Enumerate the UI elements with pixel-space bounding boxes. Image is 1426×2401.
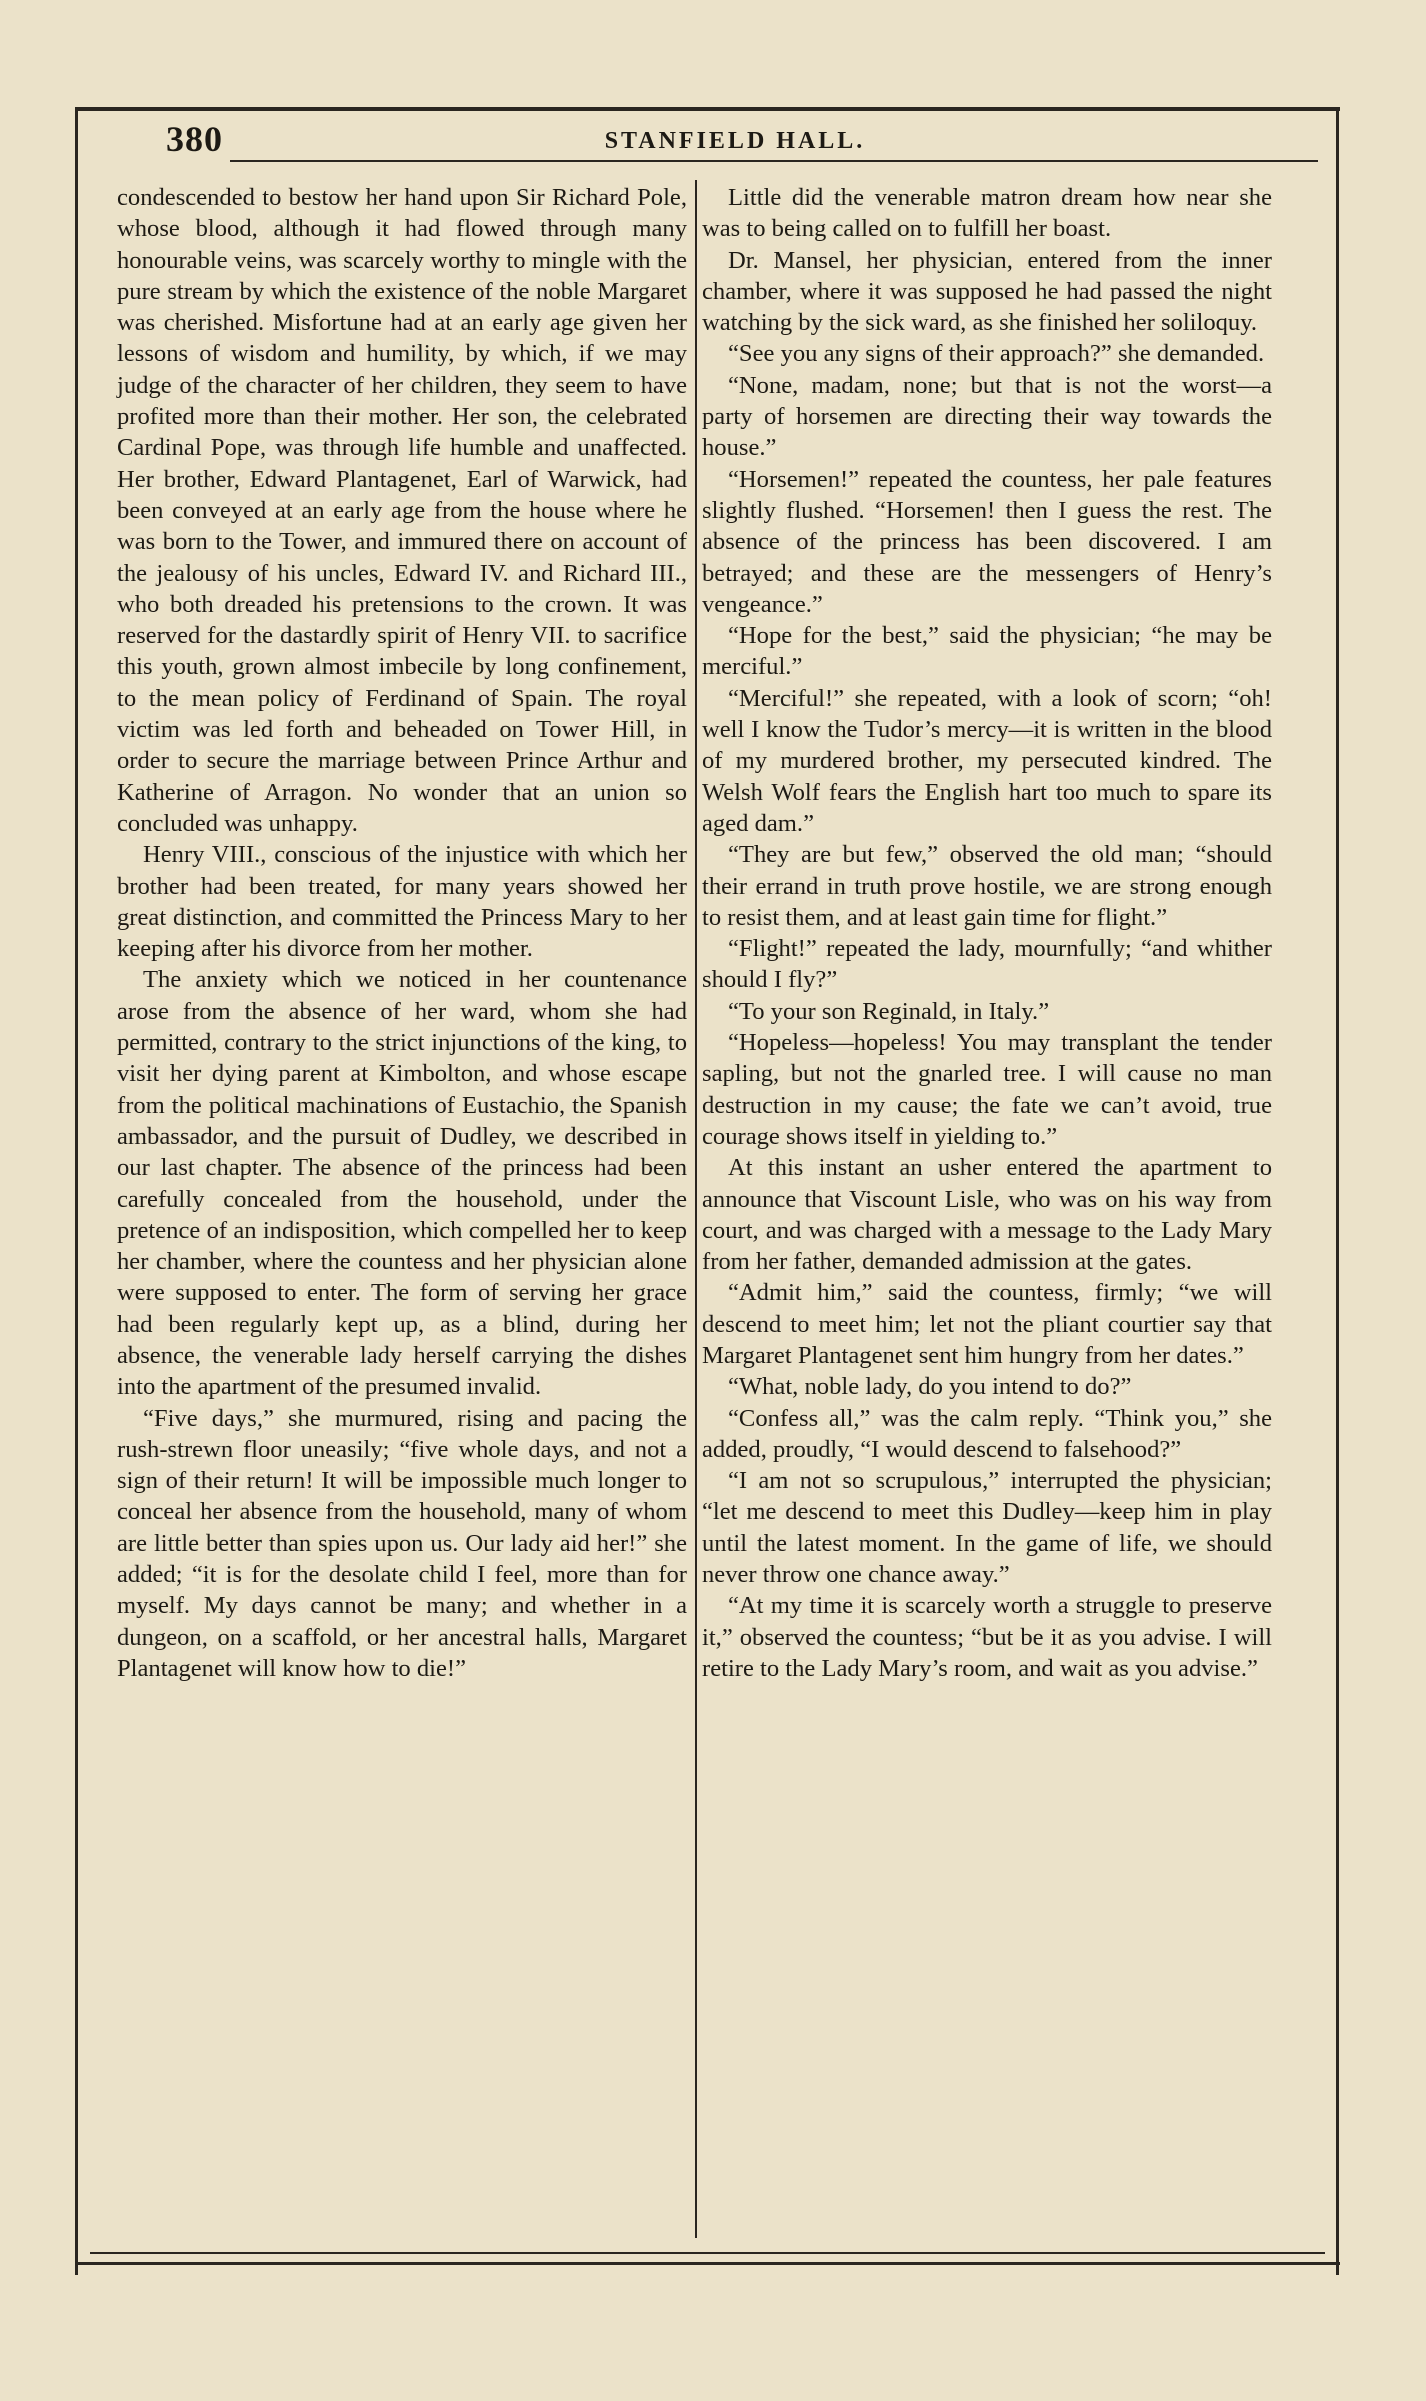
page-header [140, 118, 1330, 168]
page-number: 380 [166, 119, 223, 159]
paragraph: “Hopeless—hopeless! You may transplant the tender sapling, but not the gnarled tree. I will cause no man destruction in my cause; the fate we can’t avoid, true courage shows itself in yielding to.” [702, 1029, 1272, 1150]
paragraph: “Confess all,” was the calm reply. “Think you,” she added, proudly, “I would descend to falsehood?” [702, 1404, 1272, 1463]
frame-right-rule [1336, 107, 1339, 2275]
paragraph: “At my time it is scarcely worth a struggle to preserve it,” observed the countess; “but be it as you advise. I will retire to the Lady Mary’s room, and wait as you advise.” [702, 1592, 1272, 1682]
left-column [117, 182, 687, 1684]
paragraph: condescended to bestow her hand upon Sir Richard Pole, whose blood, although it had flowed through many honourable veins, was scarcely worthy to mingle with the pure stream by which the existence of the noble Margaret was cherished. Misfortune had at an early age given her lessons of wisdom and humility, by which, if we may judge of the character of her children, they seem to have profited more than their mother. Her son, the celebrated Cardinal Pope, was through life humble and unaffected. Her brother, Edward Plantagenet, Earl of Warwick, had been conveyed at an early age from the house where he was born to the Tower, and immured there on account of the jealousy of his uncles, Edward IV. and Richard III., who both dreaded his pretensions to the crown. It was reserved for the dastardly spirit of Henry VII. to sacrifice this youth, grown almost imbecile by long confinement, to the mean policy of Ferdinand of Spain. The royal victim was led forth and beheaded on Tower Hill, in order to secure the marriage between Prince Arthur and Katherine of Arragon. No wonder that an union so concluded was unhappy. [117, 184, 687, 837]
paragraph: “To your son Reginald, in Italy.” [728, 997, 1050, 1025]
paragraph: At this instant an usher entered the apartment to announce that Viscount Lisle, who was on his way from court, and was charged with a message to the Lady Mary from her father, demanded admission at the gates. [702, 1154, 1272, 1276]
running-title: STANFIELD HALL. [604, 128, 866, 154]
frame-bottom-rule [75, 2262, 1340, 2265]
frame-top-rule [75, 107, 1340, 111]
frame-left-rule [75, 107, 78, 2275]
paragraph: Little did the venerable matron dream how near she was to being called on to fulfill her boast. [702, 184, 1272, 243]
paragraph: “Flight!” repeated the lady, mournfully; “and whither should I fly?” [702, 935, 1272, 994]
paragraph: “What, noble lady, do you intend to do?” [728, 1373, 1132, 1401]
right-column [702, 182, 1272, 1684]
paragraph: “Merciful!” she repeated, with a look of scorn; “oh! well I know the Tudor’s mercy—it is written in the blood of my murdered brother, my persecuted kindred. The Welsh Wolf fears the English hart too much to spare its aged dam.” [702, 684, 1272, 837]
frame-bottom-rule-inner [90, 2252, 1325, 2254]
paragraph: “Horsemen!” repeated the countess, her pale features slightly flushed. “Horsemen! then I guess the rest. The absence of the princess has been discovered. I am betrayed; and these are the messengers of Henry’s vengeance.” [702, 465, 1272, 618]
paragraph: The anxiety which we noticed in her countenance arose from the absence of her ward, whom she had permitted, contrary to the strict injunctions of the king, to visit her dying parent at Kimbolton, and whose escape from the political machinations of Eustachio, the Spanish ambassador, and the pursuit of Dudley, we described in our last chapter. The absence of the princess had been carefully concealed from the household, under the pretence of an indisposition, which compelled her to keep her chamber, where the countess and her physician alone were supposed to enter. The form of serving her grace had been regularly kept up, as a blind, during her absence, the venerable lady herself carrying the dishes into the apartment of the presumed invalid. [117, 966, 687, 1401]
paragraph: “See you any signs of their approach?” she demanded. [728, 340, 1265, 368]
column-divider [695, 180, 697, 2238]
paragraph: Henry VIII., conscious of the injustice with which her brother had been treated, for many years showed her great distinction, and committed the Princess Mary to her keeping after his divorce from her mother. [117, 841, 687, 963]
paragraph: “Five days,” she murmured, rising and pacing the rush-strewn floor uneasily; “five whole days, and not a sign of their return! It will be impossible much longer to conceal her absence from the household, many of whom are little better than spies upon us. Our lady aid her!” she added; “it is for the desolate child I feel, more than for myself. My days cannot be many; and whether in a dungeon, on a scaffold, or her ancestral halls, Margaret Plantagenet will know how to die!” [117, 1404, 687, 1682]
paragraph: “Hope for the best,” said the physician; “he may be merciful.” [702, 622, 1272, 681]
paragraph: “Admit him,” said the countess, firmly; “we will descend to meet him; let not the pliant courtier say that Margaret Plantagenet sent him hungry from her dates.” [702, 1279, 1272, 1369]
paragraph: Dr. Mansel, her physician, entered from the inner chamber, where it was supposed he had passed the night watching by the sick ward, as she finished her soliloquy. [702, 246, 1272, 337]
paragraph: “None, madam, none; but that is not the worst—a party of horsemen are directing their way towards the house.” [702, 371, 1272, 462]
paragraph: “I am not so scrupulous,” interrupted the physician; “let me descend to meet this Dudley—keep him in play until the latest moment. In the game of life, we should never throw one chance away.” [702, 1467, 1272, 1589]
paragraph: “They are but few,” observed the old man; “should their errand in truth prove hostile, we are strong enough to resist them, and at least gain time for flight.” [702, 841, 1272, 931]
